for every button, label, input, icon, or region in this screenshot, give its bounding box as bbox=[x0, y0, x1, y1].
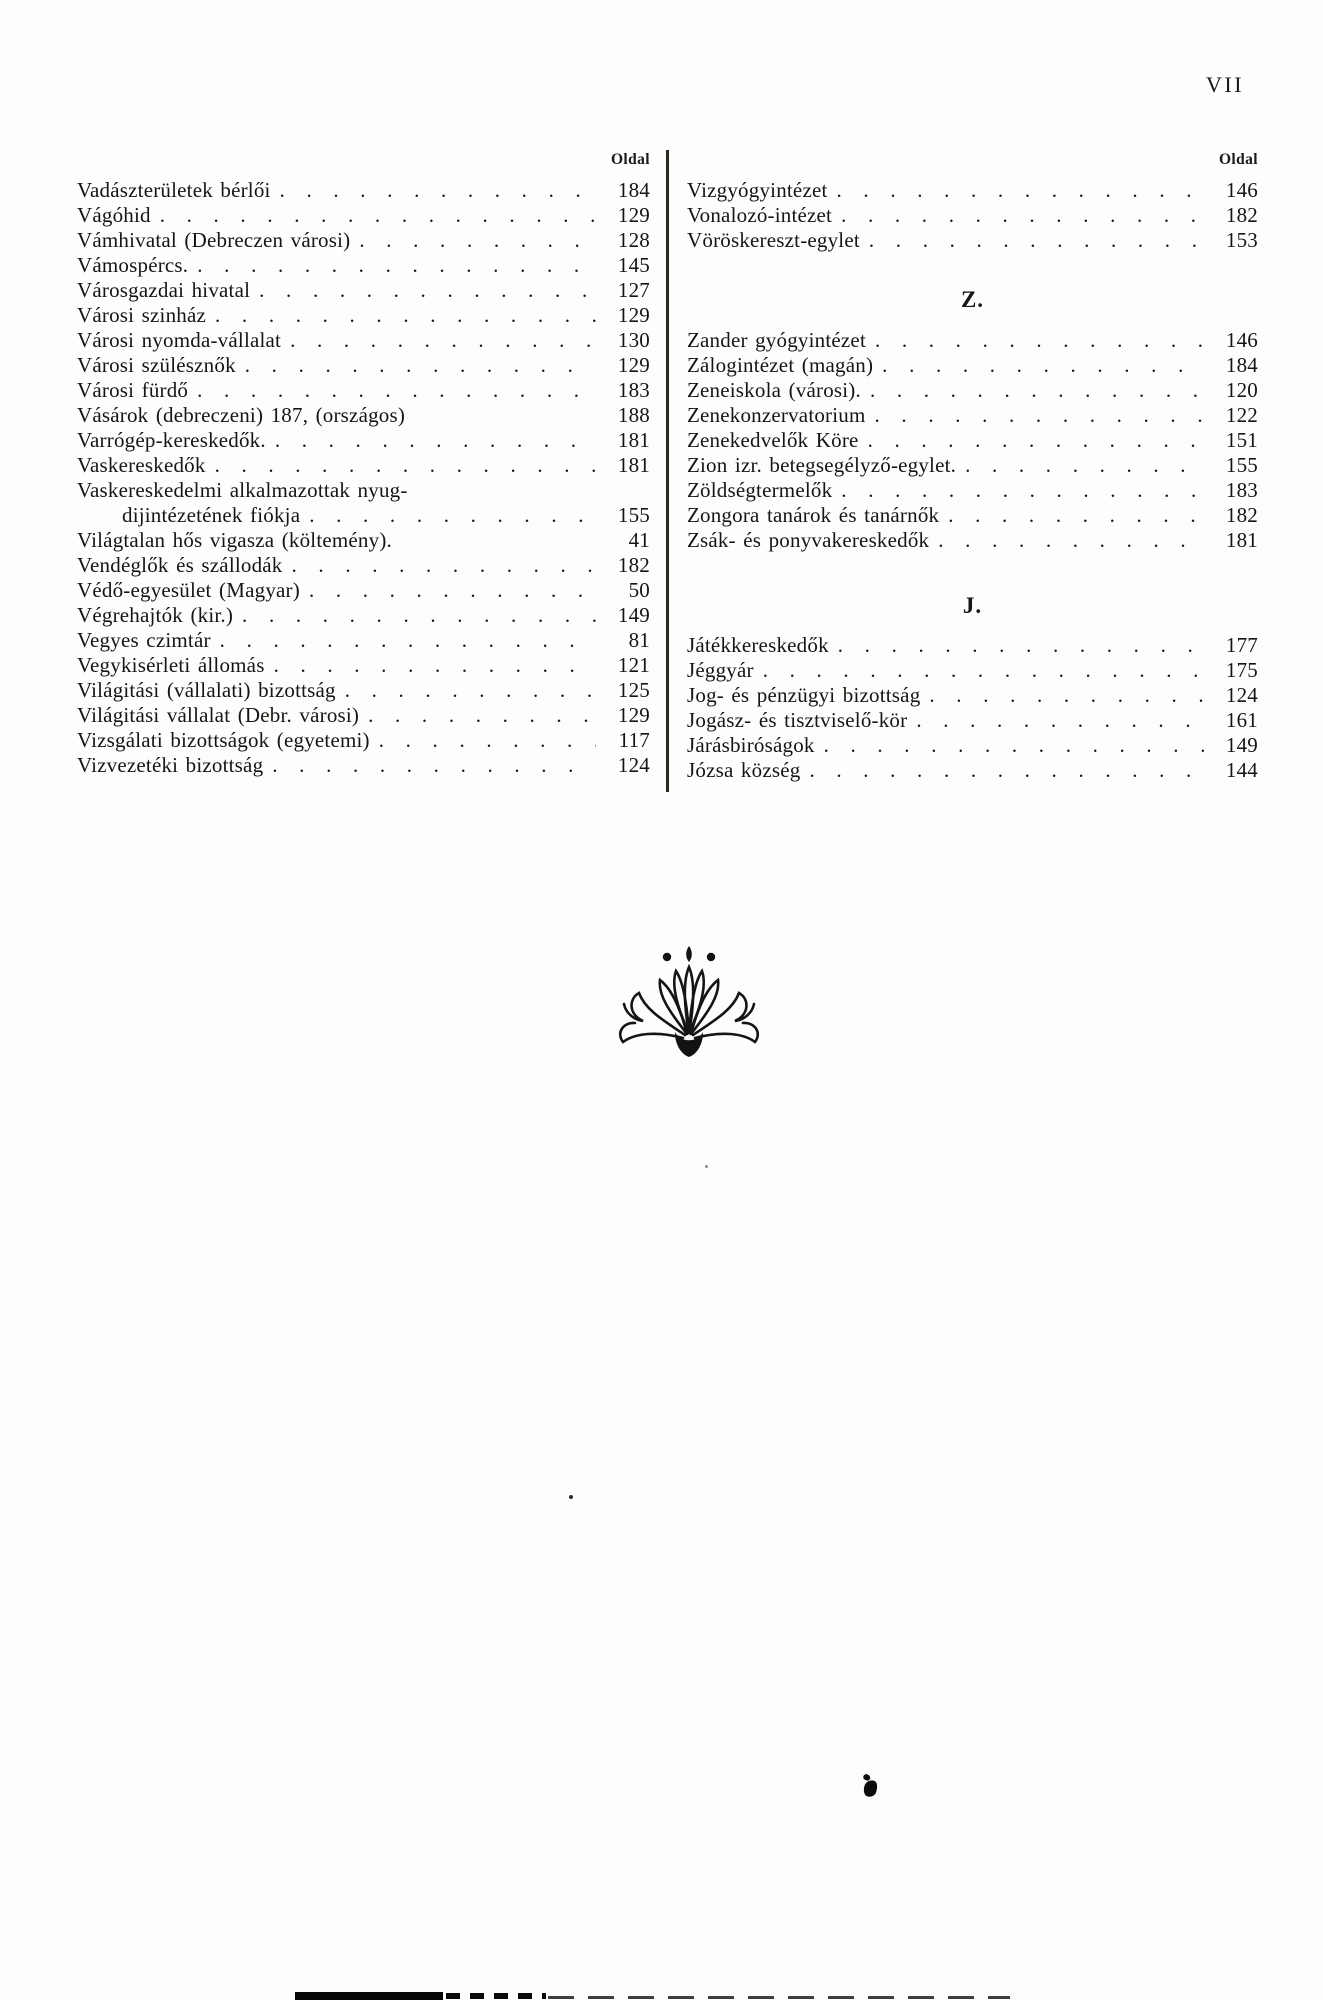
entry-page-number: 129 bbox=[617, 353, 650, 377]
dot-leader bbox=[215, 453, 596, 478]
index-entry bbox=[687, 228, 1258, 253]
dot-leader bbox=[869, 228, 1204, 253]
index-entry bbox=[77, 653, 650, 678]
entry-page-number: 130 bbox=[617, 328, 650, 352]
index-entry-list-right bbox=[687, 178, 1258, 783]
scan-edge-artifact bbox=[295, 1992, 443, 2000]
entry-page-number: 146 bbox=[1225, 178, 1258, 202]
entry-label: Zsák- és ponyvakereskedők bbox=[687, 528, 930, 552]
entry-page-number: 129 bbox=[617, 303, 650, 327]
index-entry bbox=[687, 428, 1258, 453]
dot-leader bbox=[215, 303, 596, 328]
entry-page-number: 181 bbox=[617, 453, 650, 477]
index-entry bbox=[687, 633, 1258, 658]
entry-label: Józsa község bbox=[687, 758, 801, 782]
column-header-oldal: Oldal bbox=[610, 151, 650, 168]
entry-label: Világitási (vállalati) bizottság bbox=[77, 678, 336, 702]
index-entry bbox=[687, 203, 1258, 228]
dot-leader bbox=[763, 658, 1204, 683]
entry-label: Városi szülésznők bbox=[77, 353, 236, 377]
index-entry bbox=[77, 328, 650, 353]
dot-leader bbox=[948, 503, 1204, 528]
entry-label: Vaskereskedelmi alkalmazottak nyug- bbox=[77, 478, 408, 502]
dot-leader bbox=[929, 683, 1204, 708]
dot-leader bbox=[868, 428, 1204, 453]
entry-page-number: 117 bbox=[618, 728, 650, 752]
entry-label: Világitási vállalat (Debr. városi) bbox=[77, 703, 360, 727]
entry-page-number: 155 bbox=[617, 503, 650, 527]
dot-leader bbox=[965, 453, 1204, 478]
entry-page-number: 120 bbox=[1225, 378, 1258, 402]
index-entry bbox=[77, 628, 650, 653]
entry-label: Jog- és pénzügyi bizottság bbox=[687, 683, 921, 707]
entry-page-number: 128 bbox=[617, 228, 650, 252]
entry-page-number: 122 bbox=[1225, 403, 1258, 427]
dot-leader bbox=[160, 203, 596, 228]
index-entry bbox=[77, 278, 650, 303]
dot-leader bbox=[274, 653, 596, 678]
entry-label: Vöröskereszt-egylet bbox=[687, 228, 860, 252]
index-entry bbox=[687, 178, 1258, 203]
entry-page-number: 153 bbox=[1225, 228, 1258, 252]
index-entry bbox=[687, 528, 1258, 553]
index-entry bbox=[77, 403, 650, 428]
entry-page-number: 144 bbox=[1225, 758, 1258, 782]
index-entry bbox=[687, 478, 1258, 503]
entry-label: Vágóhid bbox=[77, 203, 151, 227]
index-entry bbox=[77, 478, 650, 503]
entry-label: Zálogintézet (magán) bbox=[687, 353, 874, 377]
index-entry bbox=[77, 503, 650, 528]
dot-leader bbox=[841, 478, 1204, 503]
dot-leader bbox=[882, 353, 1204, 378]
index-entry bbox=[687, 453, 1258, 478]
dot-leader bbox=[837, 178, 1204, 203]
scan-edge-artifact bbox=[446, 1993, 546, 1999]
scan-speck bbox=[569, 1495, 573, 1499]
entry-page-number: 50 bbox=[628, 578, 650, 602]
entry-label: Vegykisérleti állomás bbox=[77, 653, 265, 677]
entry-label: Vásárok (debreczeni) 187, (országos) bbox=[77, 403, 406, 427]
dot-leader bbox=[938, 528, 1204, 553]
entry-label: Vendéglők és szállodák bbox=[77, 553, 283, 577]
index-section-group bbox=[687, 178, 1258, 253]
section-letter-heading: J. bbox=[962, 593, 983, 618]
dot-leader bbox=[197, 378, 596, 403]
index-entry bbox=[77, 253, 650, 278]
dot-leader bbox=[220, 628, 596, 653]
entry-label: Jéggyár bbox=[687, 658, 754, 682]
entry-page-number: 149 bbox=[1225, 733, 1258, 757]
entry-page-number: 149 bbox=[617, 603, 650, 627]
index-entry bbox=[77, 678, 650, 703]
dot-leader bbox=[309, 503, 596, 528]
scan-speck bbox=[705, 1165, 708, 1168]
index-entry bbox=[687, 403, 1258, 428]
dot-leader bbox=[245, 353, 596, 378]
index-entry bbox=[77, 178, 650, 203]
dot-leader bbox=[916, 708, 1204, 733]
index-section-group bbox=[687, 593, 1258, 783]
column-divider-rule bbox=[666, 150, 669, 792]
dot-leader bbox=[309, 578, 596, 603]
entry-label: Védő-egyesület (Magyar) bbox=[77, 578, 300, 602]
entry-label: Vadászterületek bérlői bbox=[77, 178, 271, 202]
entry-label: Zenekedvelők Köre bbox=[687, 428, 859, 452]
entry-page-number: 81 bbox=[628, 628, 650, 652]
entry-page-number: 146 bbox=[1225, 328, 1258, 352]
entry-page-number: 175 bbox=[1225, 658, 1258, 682]
index-entry bbox=[77, 378, 650, 403]
entry-label: Végrehajtók (kir.) bbox=[77, 603, 234, 627]
entry-page-number: 145 bbox=[617, 253, 650, 277]
index-entry bbox=[687, 733, 1258, 758]
entry-label: Vámospércs. bbox=[77, 253, 189, 277]
entry-page-number: 124 bbox=[617, 753, 650, 777]
dot-leader bbox=[290, 328, 596, 353]
entry-label: Zöldségtermelők bbox=[687, 478, 833, 502]
index-entry bbox=[77, 553, 650, 578]
scan-edge-artifact bbox=[548, 1996, 1010, 1999]
entry-page-number: 127 bbox=[617, 278, 650, 302]
dot-leader bbox=[875, 403, 1204, 428]
index-entry bbox=[687, 658, 1258, 683]
column-header-oldal: Oldal bbox=[1218, 151, 1258, 168]
entry-page-number: 183 bbox=[1225, 478, 1258, 502]
entry-label: Vámhivatal (Debreczen városi) bbox=[77, 228, 351, 252]
entry-page-number: 184 bbox=[1225, 353, 1258, 377]
dot-leader bbox=[345, 678, 596, 703]
index-entry bbox=[687, 683, 1258, 708]
dot-leader bbox=[379, 728, 596, 753]
index-entry bbox=[687, 708, 1258, 733]
dot-leader bbox=[824, 733, 1204, 758]
entry-page-number: 183 bbox=[617, 378, 650, 402]
entry-label: Járásbiróságok bbox=[687, 733, 815, 757]
entry-label: Városgazdai hivatal bbox=[77, 278, 251, 302]
index-entry bbox=[687, 378, 1258, 403]
index-entry-list-left bbox=[77, 178, 650, 778]
dot-leader bbox=[368, 703, 596, 728]
entry-page-number: 182 bbox=[617, 553, 650, 577]
entry-label: Vegyes czimtár bbox=[77, 628, 211, 652]
entry-page-number: 129 bbox=[617, 203, 650, 227]
dot-leader bbox=[875, 328, 1204, 353]
entry-label: Jogász- és tisztviselő-kör bbox=[687, 708, 908, 732]
entry-label: dijintézetének fiókja bbox=[122, 503, 301, 527]
entry-label: Városi szinház bbox=[77, 303, 207, 327]
entry-page-number: 41 bbox=[628, 528, 650, 552]
index-column-right bbox=[687, 152, 1258, 783]
index-entry bbox=[77, 603, 650, 628]
entry-label: Játékkereskedők bbox=[687, 633, 829, 657]
entry-page-number: 188 bbox=[617, 403, 650, 427]
entry-page-number: 184 bbox=[617, 178, 650, 202]
entry-label: Vizsgálati bizottságok (egyetemi) bbox=[77, 728, 370, 752]
index-entry bbox=[77, 528, 650, 553]
dot-leader bbox=[809, 758, 1204, 783]
dot-leader bbox=[841, 203, 1204, 228]
entry-label: Varrógép-kereskedők. bbox=[77, 428, 266, 452]
index-entry bbox=[77, 203, 650, 228]
entry-page-number: 161 bbox=[1225, 708, 1258, 732]
entry-label: Zongora tanárok és tanárnők bbox=[687, 503, 940, 527]
entry-label: Világtalan hős vigasza (költemény). bbox=[77, 528, 392, 552]
dot-leader bbox=[242, 603, 596, 628]
dot-leader bbox=[359, 228, 596, 253]
index-entry bbox=[77, 228, 650, 253]
entry-label: Vizvezetéki bizottság bbox=[77, 753, 264, 777]
entry-label: Városi fürdő bbox=[77, 378, 189, 402]
entry-label: Zion izr. betegsegélyző-egylet. bbox=[687, 453, 957, 477]
dot-leader bbox=[259, 278, 596, 303]
entry-page-number: 182 bbox=[1225, 503, 1258, 527]
entry-page-number: 125 bbox=[617, 678, 650, 702]
index-entry bbox=[687, 758, 1258, 783]
section-letter-heading: Z. bbox=[960, 287, 985, 312]
entry-label: Zenekonzervatorium bbox=[687, 403, 866, 427]
entry-label: Zander gyógyintézet bbox=[687, 328, 866, 352]
index-section-group bbox=[687, 287, 1258, 553]
entry-page-number: 151 bbox=[1225, 428, 1258, 452]
entry-page-number: 182 bbox=[1225, 203, 1258, 227]
printer-ornament-fleuron-icon bbox=[613, 942, 765, 1062]
index-entry bbox=[77, 353, 650, 378]
ink-blot-artifact bbox=[862, 1778, 880, 1798]
entry-label: Vonalozó-intézet bbox=[687, 203, 833, 227]
entry-label: Vaskereskedők bbox=[77, 453, 206, 477]
dot-leader bbox=[197, 253, 596, 278]
index-entry bbox=[77, 753, 650, 778]
entry-label: Városi nyomda-vállalat bbox=[77, 328, 282, 352]
dot-leader bbox=[838, 633, 1204, 658]
index-entry bbox=[687, 353, 1258, 378]
dot-leader bbox=[292, 553, 596, 578]
index-entry bbox=[77, 303, 650, 328]
index-entry bbox=[77, 728, 650, 753]
entry-page-number: 181 bbox=[617, 428, 650, 452]
entry-page-number: 155 bbox=[1225, 453, 1258, 477]
entry-page-number: 177 bbox=[1225, 633, 1258, 657]
index-entry bbox=[77, 703, 650, 728]
entry-label: Vizgyógyintézet bbox=[687, 178, 828, 202]
index-entry bbox=[77, 453, 650, 478]
page-folio-number: VII bbox=[1206, 72, 1245, 97]
index-column-left bbox=[77, 152, 650, 778]
dot-leader bbox=[272, 753, 596, 778]
entry-label: Zeneiskola (városi). bbox=[687, 378, 861, 402]
index-entry bbox=[687, 328, 1258, 353]
entry-page-number: 121 bbox=[617, 653, 650, 677]
index-entry bbox=[77, 578, 650, 603]
entry-page-number: 129 bbox=[617, 703, 650, 727]
index-entry bbox=[77, 428, 650, 453]
dot-leader bbox=[870, 378, 1204, 403]
entry-page-number: 181 bbox=[1225, 528, 1258, 552]
dot-leader bbox=[280, 178, 596, 203]
dot-leader bbox=[275, 428, 596, 453]
index-entry bbox=[687, 503, 1258, 528]
entry-page-number: 124 bbox=[1225, 683, 1258, 707]
